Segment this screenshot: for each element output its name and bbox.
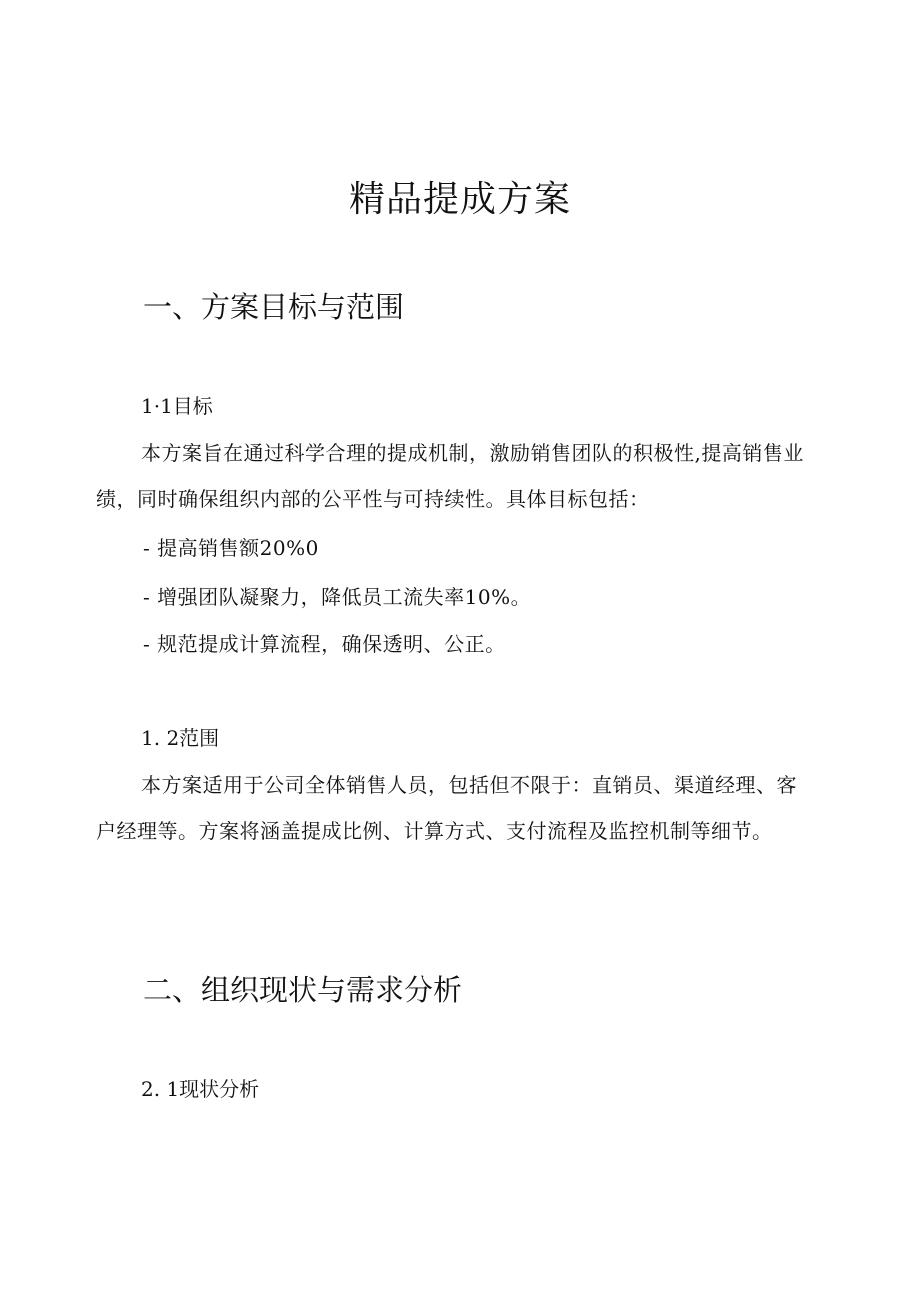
subsection-heading-1-2: 1. 2范围: [141, 726, 220, 750]
bullet-item-1: - 提高销售额20%0: [143, 536, 319, 560]
subsection-heading-1-1: 1·1目标: [141, 394, 213, 418]
subsection-heading-2-1: 2. 1现状分析: [141, 1077, 260, 1101]
paragraph-1-1: 本方案旨在通过科学合理的提成机制，激励销售团队的积极性,提高销售业绩，同时确保组织内部的公平性与可持续性。具体目标包括：: [96, 441, 804, 511]
section-heading-1: 一、方案目标与范围: [143, 290, 405, 324]
paragraph-1-2: 本方案适用于公司全体销售人员，包括但不限于：直销员、渠道经理、客户经理等。方案将涵盖提成比例、计算方式、支付流程及监控机制等细节。: [96, 773, 797, 843]
document-title: 精品提成方案: [348, 179, 571, 220]
bullet-item-2: - 增强团队凝聚力，降低员工流失率10%。: [143, 585, 532, 609]
bullet-item-3: - 规范提成计算流程，确保透明、公正。: [143, 632, 506, 656]
section-heading-2: 二、组织现状与需求分析: [143, 973, 463, 1007]
